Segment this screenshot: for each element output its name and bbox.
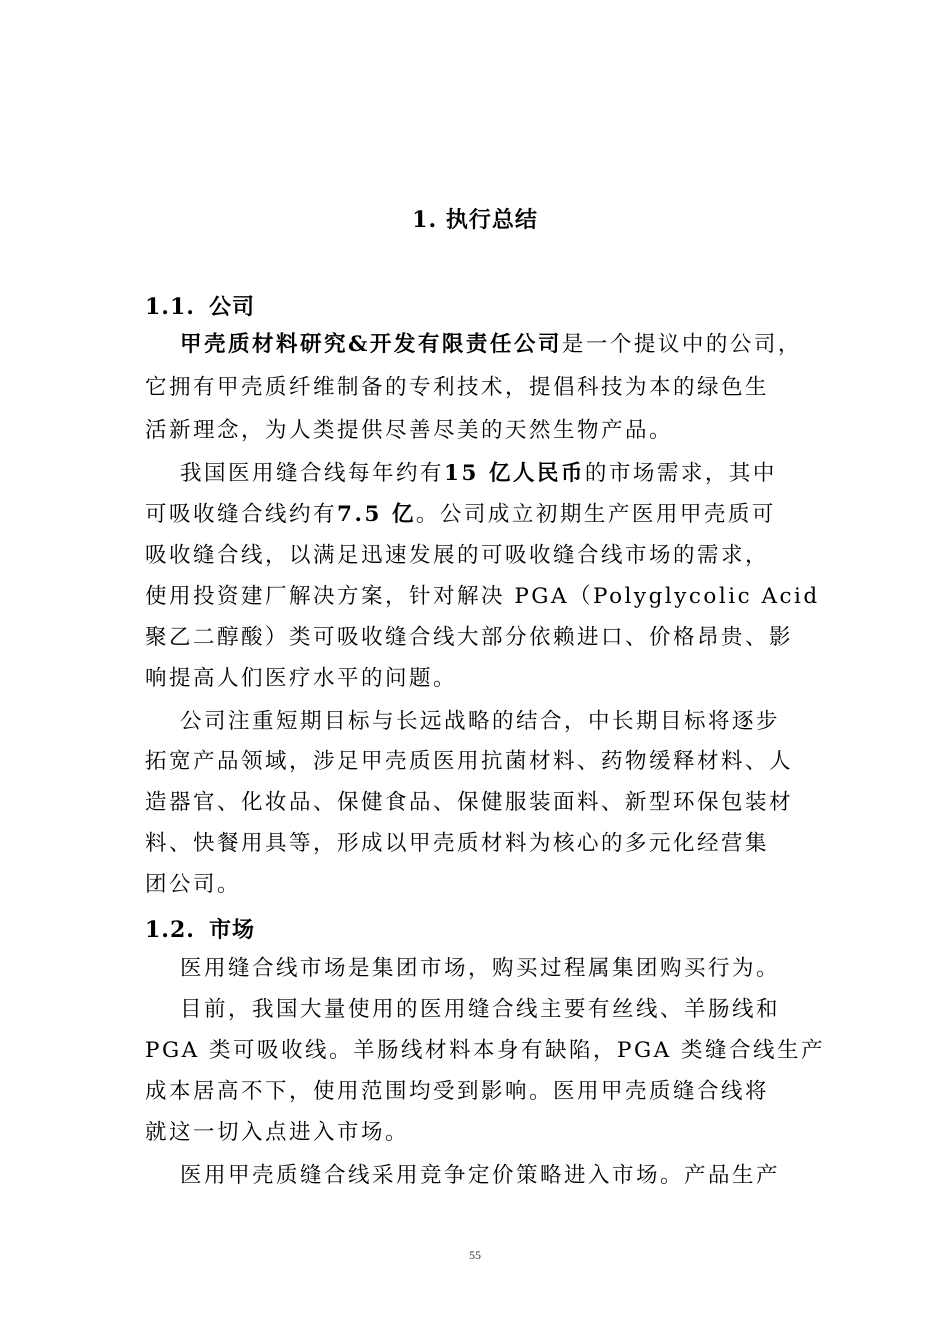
paragraph-line: 响提高人们医疗水平的问题。 — [145, 666, 458, 691]
paragraph-line: 甲壳质材料研究&开发有限责任公司是一个提议中的公司， — [180, 332, 802, 357]
absorbable-market-value: 7.5 亿 — [337, 502, 416, 527]
paragraph-line: 吸收缝合线，以满足迅速发展的可吸收缝合线市场的需求， — [145, 543, 770, 568]
paragraph-line: 拓宽产品领域，涉足甲壳质医用抗菌材料、药物缓释材料、人 — [145, 749, 794, 774]
paragraph-line: 料、快餐用具等，形成以甲壳质材料为核心的多元化经营集 — [145, 831, 770, 856]
paragraph-line: 成本居高不下，使用范围均受到影响。医用甲壳质缝合线将 — [145, 1079, 770, 1104]
paragraph-line: 目前，我国大量使用的医用缝合线主要有丝线、羊肠线和 — [180, 997, 781, 1022]
paragraph-line: 活新理念，为人类提供尽善尽美的天然生物产品。 — [145, 418, 674, 443]
chapter-title — [0, 203, 950, 234]
section-heading-market — [145, 913, 255, 944]
market-demand-value: 15 亿人民币 — [444, 461, 585, 486]
paragraph-line: PGA 类可吸收线。羊肠线材料本身有缺陷，PGA 类缝合线生产 — [145, 1038, 826, 1063]
section-number: 1.1. — [145, 294, 195, 320]
section-heading-company — [145, 290, 255, 321]
section-title: 公司 — [208, 294, 255, 320]
paragraph-line: 公司注重短期目标与长远战略的结合，中长期目标将逐步 — [180, 709, 781, 734]
paragraph-line: 团公司。 — [145, 872, 242, 897]
paragraph-line: 造器官、化妆品、保健食品、保健服装面料、新型环保包装材 — [145, 790, 794, 815]
paragraph-line: 医用甲壳质缝合线采用竞争定价策略进入市场。产品生产 — [180, 1163, 781, 1188]
page-number: 55 — [469, 1248, 481, 1262]
chapter-title-text: 执行总结 — [445, 207, 538, 233]
section-number: 1.2. — [145, 917, 195, 943]
paragraph-line: 使用投资建厂解决方案，针对解决 PGA（Polyglycolic Acid — [145, 584, 820, 609]
paragraph-line: 可吸收缝合线约有7.5 亿。公司成立初期生产医用甲壳质可 — [145, 502, 776, 527]
section-title: 市场 — [208, 917, 255, 943]
paragraph-line: 我国医用缝合线每年约有15 亿人民币的市场需求，其中 — [180, 461, 777, 486]
paragraph-line: 聚乙二醇酸）类可吸收缝合线大部分依赖进口、价格昂贵、影 — [145, 625, 794, 650]
chapter-number: 1. — [412, 207, 438, 233]
paragraph-line: 医用缝合线市场是集团市场，购买过程属集团购买行为。 — [180, 956, 781, 981]
company-name: 甲壳质材料研究&开发有限责任公司 — [180, 332, 562, 357]
paragraph-line: 就这一切入点进入市场。 — [145, 1120, 410, 1145]
paragraph-line: 它拥有甲壳质纤维制备的专利技术，提倡科技为本的绿色生 — [145, 375, 770, 400]
